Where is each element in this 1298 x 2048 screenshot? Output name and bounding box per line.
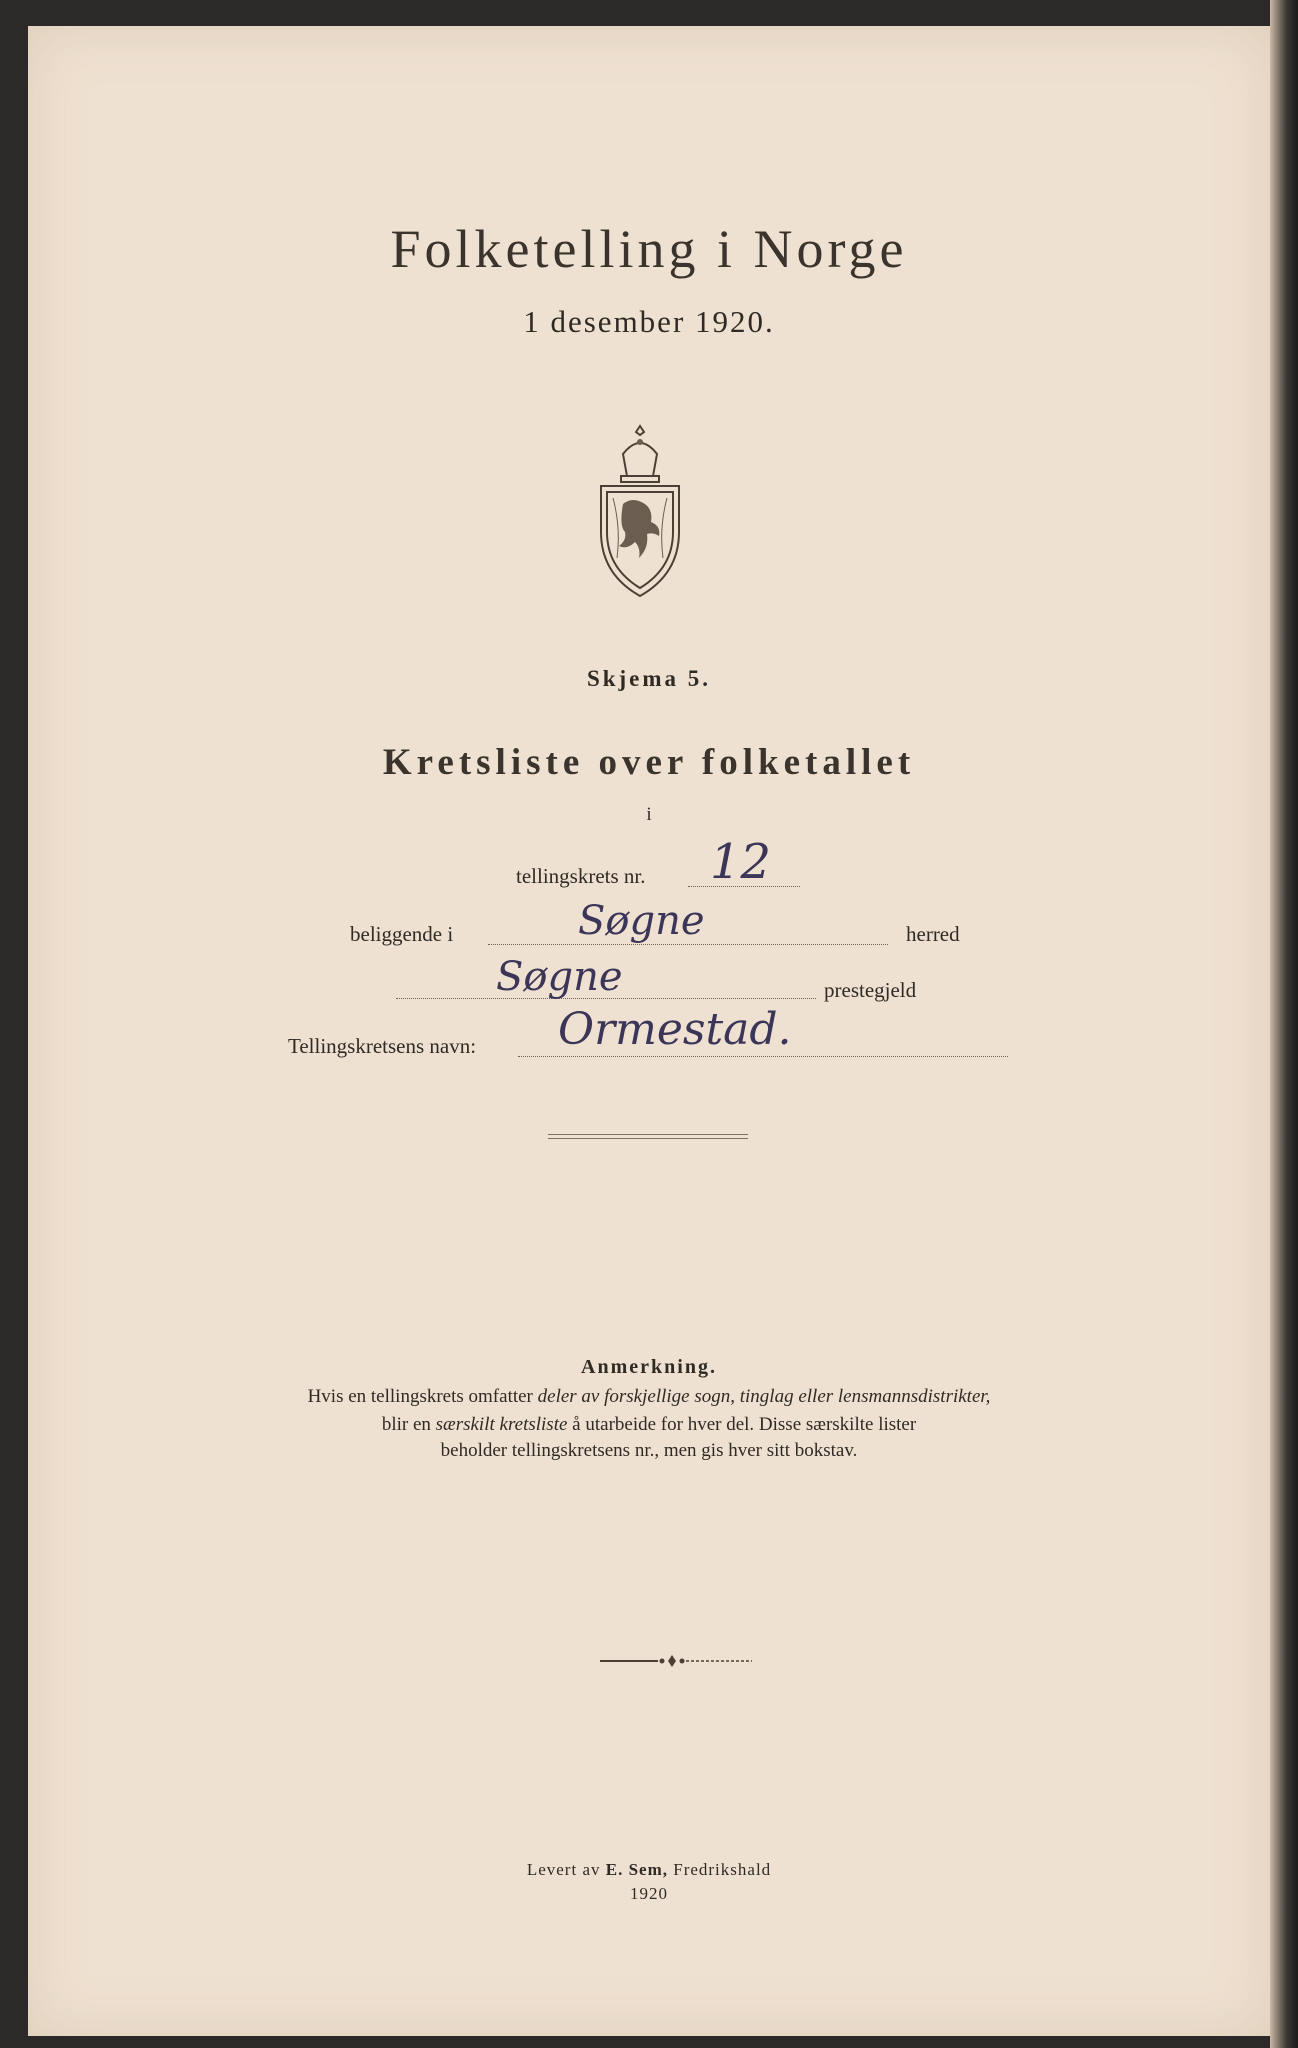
- beliggende-value-handwritten: Søgne: [578, 898, 705, 944]
- printer-prefix: Levert av: [526, 1860, 606, 1879]
- printer-place: Fredrikshald: [667, 1860, 772, 1879]
- schema-number: Skjema 5.: [586, 666, 712, 691]
- beliggende-dotline: [488, 944, 888, 945]
- printer-credit: [28, 1860, 1270, 1880]
- navn-label: Tellingskretsens navn:: [288, 1034, 477, 1058]
- ornamental-flourish-icon: [600, 1654, 752, 1668]
- separator-rule-thin: [548, 1138, 748, 1139]
- connector-word: i: [646, 804, 652, 825]
- tellingskrets-label: tellingskrets nr.: [516, 864, 646, 888]
- note-line-2-text: blir en: [381, 1414, 436, 1435]
- note-line-3: beholder tellingskretsens nr., men gis hver sitt bokstav.: [440, 1440, 858, 1461]
- separator-rule: [548, 1134, 748, 1135]
- printer-year: 1920: [630, 1884, 668, 1903]
- note-line-2-italic: særskilt kretsliste: [435, 1414, 568, 1435]
- navn-value-handwritten: Ormestad.: [558, 1004, 792, 1055]
- census-form-page: [28, 26, 1270, 2036]
- note-heading: Anmerkning.: [581, 1356, 717, 1378]
- note-line-1-italic: deler av forskjellige sogn, tinglag eller lensmannsdistrikter,: [537, 1386, 991, 1407]
- navn-dotline: [518, 1056, 1008, 1057]
- coat-of-arms-icon: [593, 424, 687, 599]
- printer-name: E. Sem,: [605, 1860, 668, 1879]
- document-date: 1 desember 1920.: [523, 304, 775, 339]
- scan-edge: [1270, 0, 1298, 2048]
- prestegjeld-value-handwritten: Søgne: [496, 954, 623, 1000]
- note-line-1: [28, 1386, 1270, 1408]
- document-title: Folketelling i Norge: [390, 219, 908, 279]
- beliggende-label: beliggende i: [350, 922, 454, 946]
- tellingskrets-number-handwritten: 12: [710, 834, 772, 890]
- note-line-2-rest: å utarbeide for hver del. Disse særskilte lister: [567, 1414, 917, 1435]
- prestegjeld-label: prestegjeld: [824, 978, 917, 1002]
- note-line-1-text: Hvis en tellingskrets omfatter: [307, 1386, 538, 1407]
- form-heading: Kretsliste over folketallet: [382, 742, 916, 783]
- note-line-2: [28, 1414, 1270, 1436]
- herred-label: herred: [906, 922, 960, 946]
